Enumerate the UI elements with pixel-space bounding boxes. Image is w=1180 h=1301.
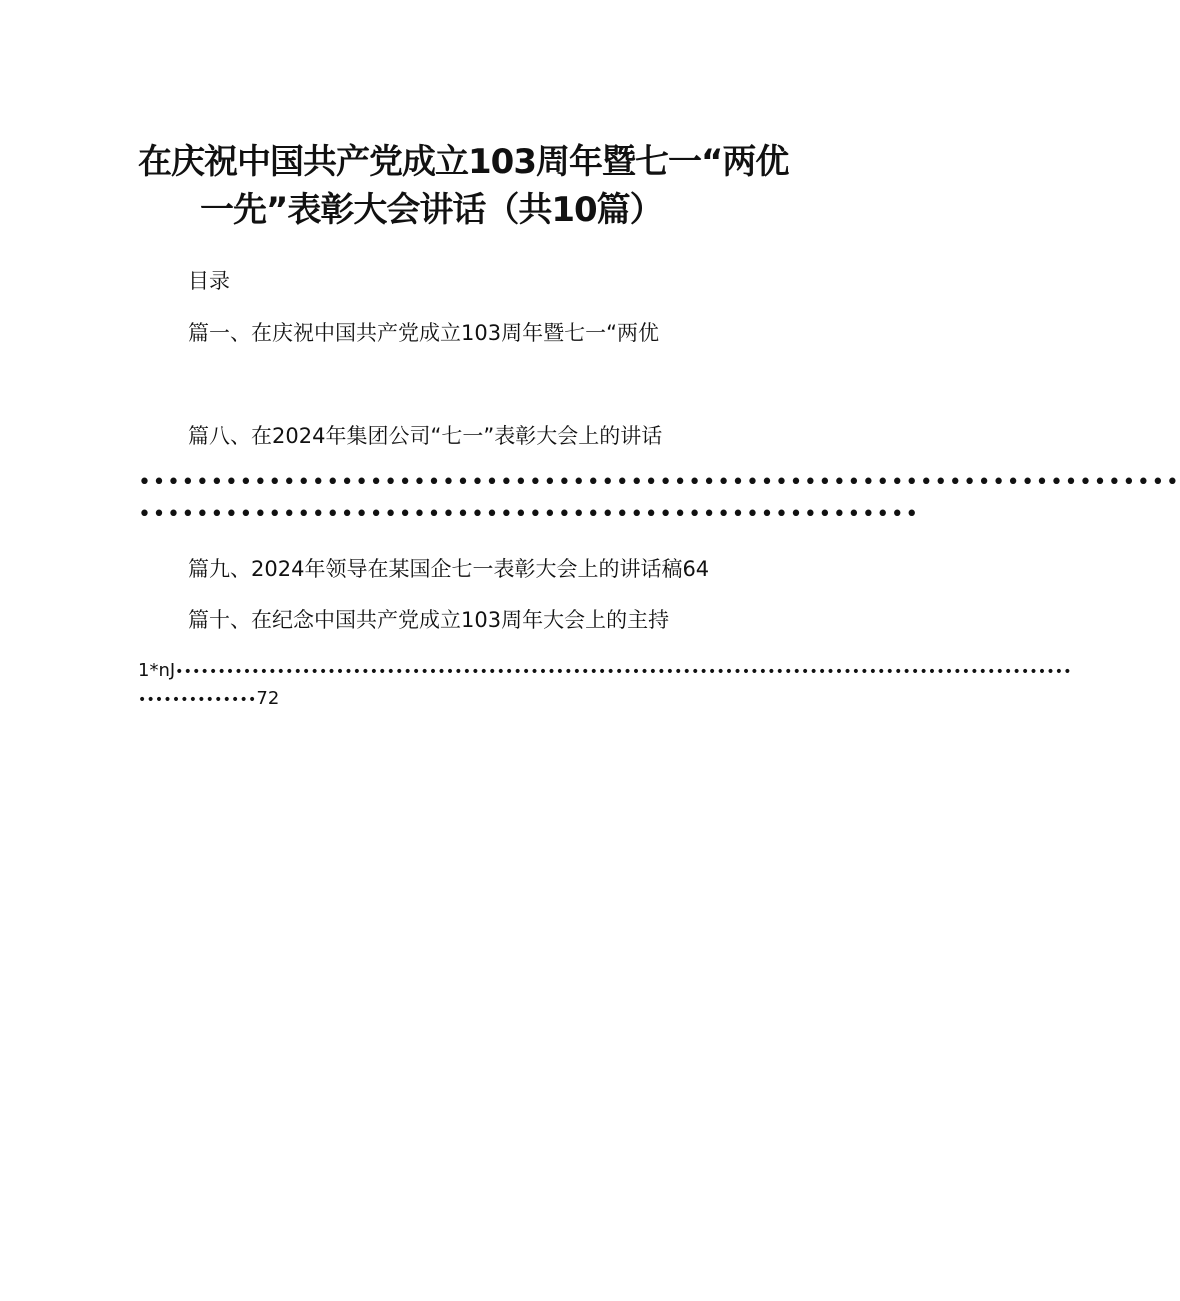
trail-dots-1: •••••••••••••••••••••••••••••••••••••••••••••••••••••••••••••••••••••••••••••••••••••••••••••••••••••••••• [175,664,1072,680]
toc-entry-9: 篇九、2024年领导在某国企七一表彰大会上的讲话稿64 [188,557,710,581]
trail-line-2 [138,686,279,713]
toc-entry-8: 篇八、在2024年集团公司“七一”表彰大会上的讲话 [188,424,663,448]
trail-line-1 [138,658,1072,685]
title-line-2: 一先”表彰大会讲话（共10篇） [200,190,663,230]
trail-page-number: 72 [256,688,280,709]
dot-leader-line-2: •••••••••••••••••••••••••••••••••••••••••••••••••••••• [138,502,920,527]
toc-entry-10: 篇十、在纪念中国共产党成立103周年大会上的主持 [188,608,670,632]
toc-label: 目录 [188,269,230,293]
document-title [138,138,798,234]
trail-prefix: 1*nJ [138,660,176,681]
trail-dots-2: •••••••••••••• [138,692,257,708]
title-line-1: 在庆祝中国共产党成立103周年暨七一“两优 [138,142,789,182]
toc-entry-1: 篇一、在庆祝中国共产党成立103周年暨七一“两优 [188,321,659,345]
dot-leader-line-1: •••••••••••••••••••••••••••••••••••••••••••••••••••••••••••••••••••••••• [138,470,1180,495]
